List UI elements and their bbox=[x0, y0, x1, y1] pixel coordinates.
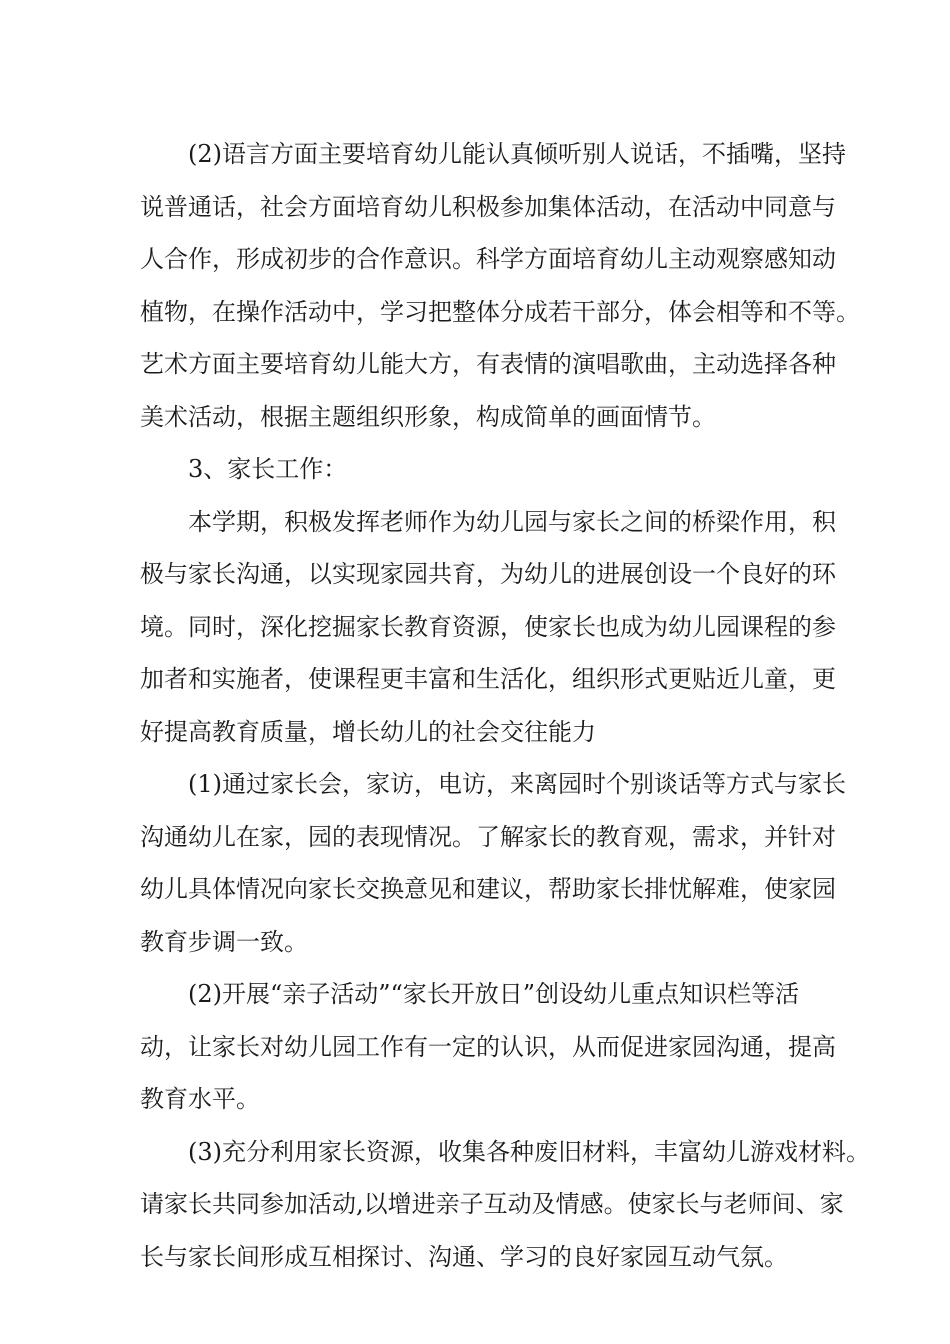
paragraph-line: 人合作，形成初步的合作意识。科学方面培育幼儿主动观察感知动 bbox=[140, 245, 836, 273]
paragraph-line: 美术活动，根据主题组织形象，构成简单的画面情节。 bbox=[140, 402, 716, 431]
paragraph-line: 教育步调一致。 bbox=[140, 927, 308, 956]
paragraph-line: 植物，在操作活动中，学习把整体分成若干部分，体会相等和不等。 bbox=[140, 297, 860, 326]
paragraph-line: (1)通过家长会，家访，电访，来离园时个别谈话等方式与家长 bbox=[188, 770, 846, 798]
section-heading: 3、家长工作： bbox=[188, 455, 348, 483]
paragraph-line: 动，让家长对幼儿园工作有一定的认识，从而促进家园沟通，提高 bbox=[140, 1032, 836, 1061]
paragraph-line: 好提高教育质量，增长幼儿的社会交往能力 bbox=[140, 717, 596, 746]
paragraph-line: 教育水平。 bbox=[140, 1085, 260, 1113]
paragraph-line: 说普通话，社会方面培育幼儿积极参加集体活动，在活动中同意与 bbox=[140, 192, 836, 221]
paragraph-line: (3)充分利用家长资源，收集各种废旧材料，丰富幼儿游戏材料。 bbox=[188, 1137, 870, 1166]
paragraph-line: 本学期，积极发挥老师作为幼儿园与家长之间的桥梁作用，积 bbox=[188, 507, 836, 536]
paragraph-line: 极与家长沟通，以实现家园共育，为幼儿的进展创设一个良好的环 bbox=[140, 560, 836, 588]
paragraph-line: 长与家长间形成互相探讨、沟通、学习的良好家园互动气氛。 bbox=[140, 1242, 788, 1271]
paragraph-line: (2)开展“亲子活动”“家长开放日”创设幼儿重点知识栏等活 bbox=[188, 980, 800, 1008]
paragraph-line: 境。同时，深化挖掘家长教育资源，使家长也成为幼儿园课程的参 bbox=[140, 612, 836, 641]
paragraph-line: (2)语言方面主要培育幼儿能认真倾听别人说话，不插嘴，坚持 bbox=[188, 140, 846, 168]
document-body bbox=[140, 128, 870, 1283]
paragraph-line: 艺术方面主要培育幼儿能大方，有表情的演唱歌曲，主动选择各种 bbox=[140, 350, 836, 378]
paragraph-line: 加者和实施者，使课程更丰富和生活化，组织形式更贴近儿童，更 bbox=[140, 665, 836, 693]
paragraph-line: 幼儿具体情况向家长交换意见和建议，帮助家长排忧解难，使家园 bbox=[140, 875, 836, 903]
paragraph-line: 沟通幼儿在家，园的表现情况。了解家长的教育观，需求，并针对 bbox=[140, 822, 836, 851]
paragraph-line: 请家长共同参加活动,以增进亲子互动及情感。使家长与老师间、家 bbox=[140, 1190, 844, 1218]
